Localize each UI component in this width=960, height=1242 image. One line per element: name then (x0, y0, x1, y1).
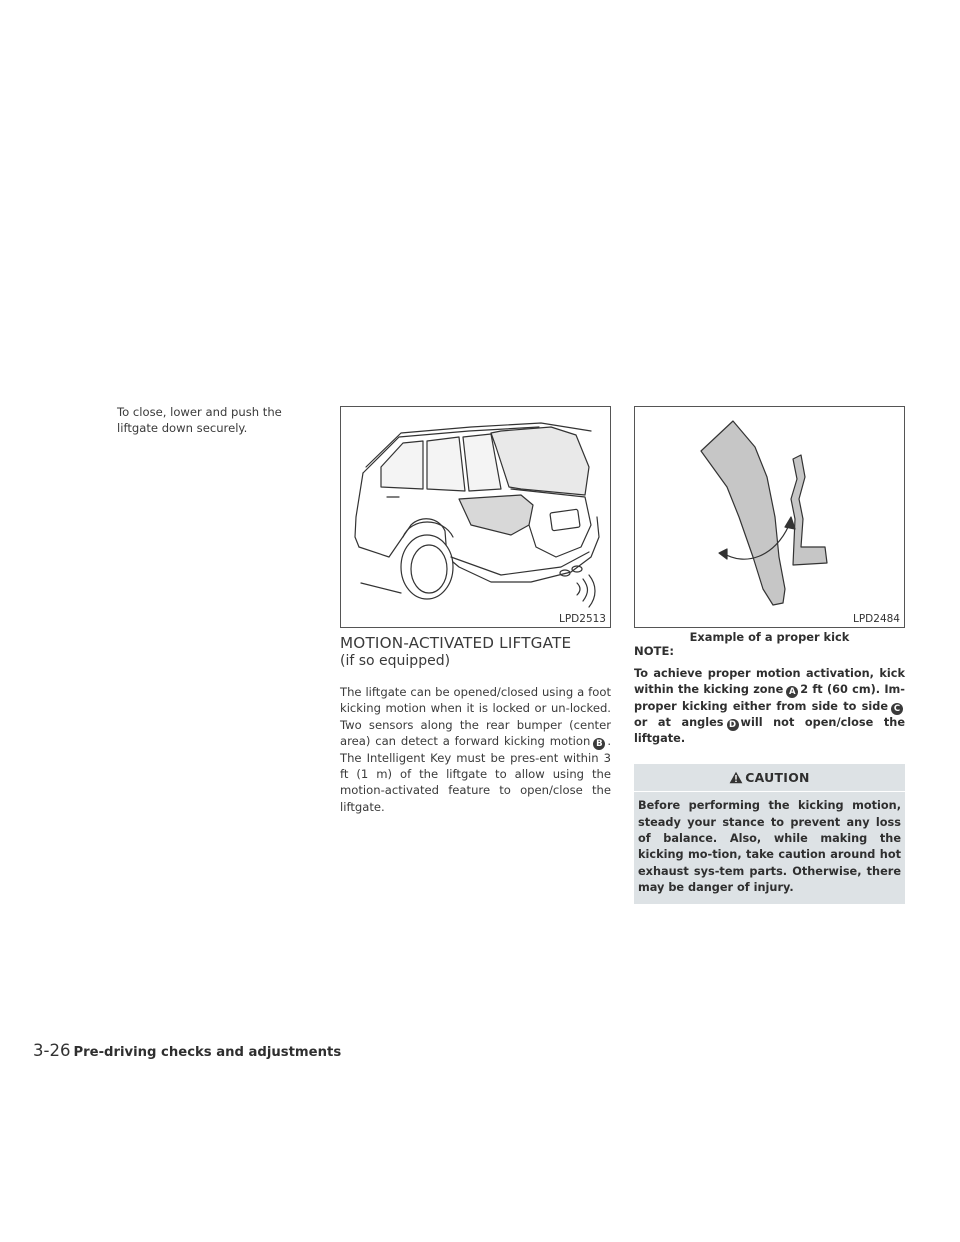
body-part-2: . The Intelligent Key must be pres-ent within 3 ft (1 m) of the liftgate to allow using the motion-activated feature to open/close the liftgate. (340, 733, 611, 814)
section-body (340, 684, 611, 815)
callout-d-icon: D (727, 719, 739, 731)
callout-c-icon: C (891, 703, 903, 715)
kick-illustration (634, 406, 905, 628)
section-subtitle: (if so equipped) (340, 653, 451, 669)
intro-text: To close, lower and push the liftgate down securely. (117, 405, 282, 436)
caution-text: Before performing the kicking motion, steady your stance to prevent any loss of balance. Also, while making the kicking mo-tion, take caution around hot exhaust sys-tem parts. Otherwise, there may be danger of injury. (638, 799, 901, 894)
note-heading: NOTE: (634, 644, 675, 658)
leg-kick-drawing (635, 407, 904, 627)
right-column (634, 406, 905, 904)
middle-column (340, 406, 611, 815)
page-number: 3-26 (33, 1041, 71, 1060)
suv-rear-drawing (341, 407, 610, 627)
caution-box (634, 764, 905, 904)
callout-a-icon: A (786, 686, 798, 698)
caution-body (634, 791, 905, 898)
note-part-2: 2 ft (60 cm). Im-proper kicking either from side to side (634, 683, 905, 713)
note-part-4: will not open/close the liftgate. (634, 715, 905, 746)
note-body (634, 666, 905, 747)
body-part-1: The liftgate can be opened/closed using a foot kicking motion when it is locked or un-locked. Two sensors along the rear bumper (center area) can detect a forward kicking motion (340, 685, 611, 748)
intro-column (117, 404, 317, 437)
chapter-title: Pre-driving checks and adjustments (73, 1045, 342, 1060)
figure-caption: Example of a proper kick (689, 630, 850, 644)
figure-code: LPD2484 (853, 613, 900, 625)
warning-triangle-icon (729, 771, 743, 784)
section-title: MOTION-ACTIVATED LIFTGATE (340, 634, 572, 652)
caution-heading-text: CAUTION (745, 770, 810, 786)
note-part-3: or at angles (634, 715, 724, 729)
caution-heading (634, 770, 905, 785)
figure-code: LPD2513 (559, 613, 606, 625)
liftgate-illustration (340, 406, 611, 628)
note-part-1: To achieve proper motion activation, kick within the kicking zone (634, 667, 905, 697)
callout-b-icon: B (593, 738, 605, 750)
page-footer (33, 1041, 341, 1060)
